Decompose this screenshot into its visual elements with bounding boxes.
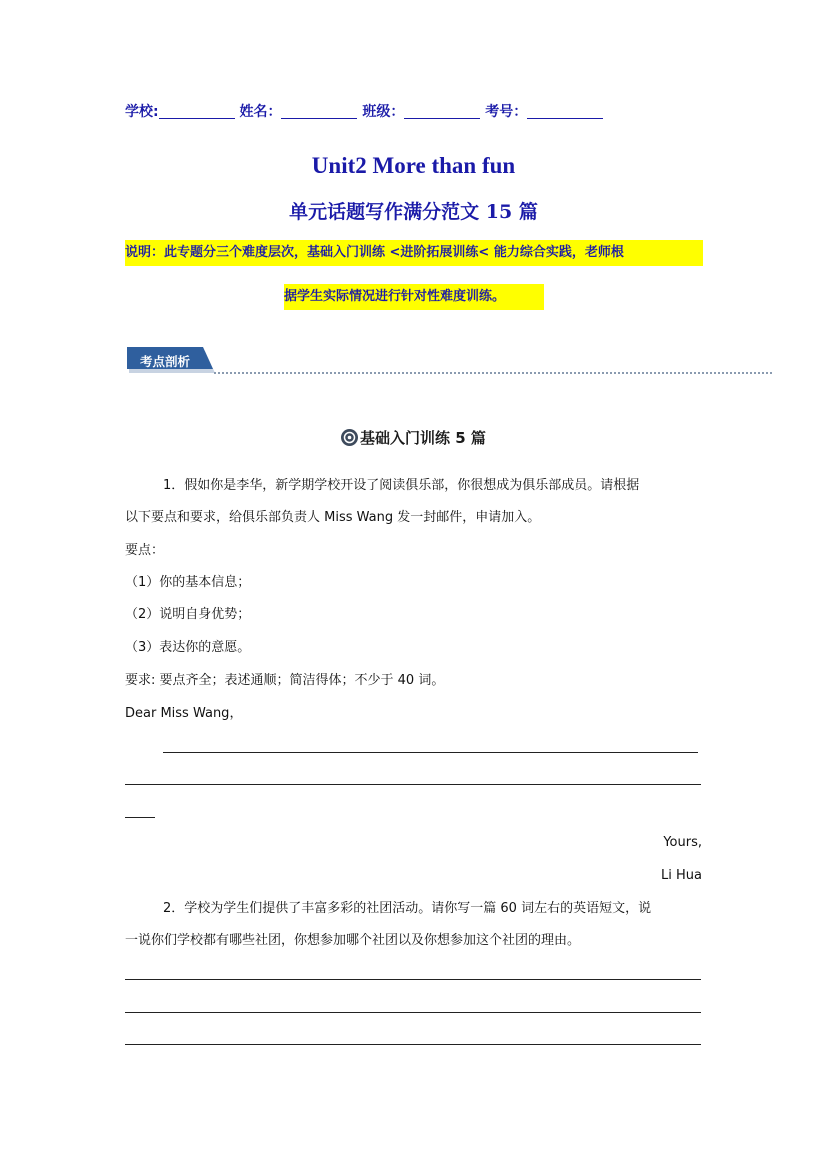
answer-line[interactable] <box>125 1044 701 1045</box>
q1-requirement: 要求: 要点齐全；表述通顺；简洁得体；不少于 40 词。 <box>125 673 445 688</box>
q2-line-1: 2．学校为学生们提供了丰富多彩的社团活动。请你写一篇 60 词左右的英语短文，说 <box>163 901 652 916</box>
note-line-2: 据学生实际情况进行针对性难度训练。 <box>284 284 544 310</box>
q2-line-2: 一说你们学校都有哪些社团，你想参加哪个社团以及你想参加这个社团的理由。 <box>125 933 581 948</box>
q1-signature: Li Hua <box>661 868 702 883</box>
q1-greeting: Dear Miss Wang， <box>125 706 243 721</box>
q1-points-label: 要点： <box>125 543 165 558</box>
page-subtitle: 单元话题写作满分范文 15 篇 <box>289 201 538 223</box>
answer-line[interactable] <box>125 1012 701 1013</box>
q1-line-2: 以下要点和要求，给俱乐部负责人 Miss Wang 发一封邮件，申请加入。 <box>125 510 541 525</box>
school-blank[interactable] <box>159 104 235 119</box>
answer-line[interactable] <box>125 784 701 785</box>
q1-line-1: 1．假如你是李华，新学期学校开设了阅读俱乐部，你很想成为俱乐部成员。请根据 <box>163 478 640 493</box>
exam-no-blank[interactable] <box>527 104 603 119</box>
q1-closing: Yours, <box>663 835 702 850</box>
answer-line[interactable] <box>163 752 698 753</box>
q1-point-3: （3）表达你的意愿。 <box>125 640 251 655</box>
section-title: 基础入门训练 5 篇 <box>360 429 486 447</box>
answer-line[interactable] <box>125 817 155 818</box>
note-line-1: 说明：此专题分三个难度层次，基础入门训练 <进阶拓展训练< 能力综合实践，老师根 <box>125 240 703 266</box>
q1-point-2: （2）说明自身优势； <box>125 607 251 622</box>
school-label: 学校: <box>125 104 159 120</box>
exam-no-label: 考号： <box>485 104 528 120</box>
page-title: Unit2 More than fun <box>311 153 516 178</box>
class-label: 班级： <box>362 104 405 120</box>
name-blank[interactable] <box>281 104 357 119</box>
dotted-divider <box>214 372 772 374</box>
section-heading <box>0 427 827 448</box>
q1-point-1: （1）你的基本信息； <box>125 575 251 590</box>
banner-label: 考点剖析 <box>140 354 191 369</box>
answer-line[interactable] <box>125 979 701 980</box>
student-info-header <box>125 101 603 121</box>
section-badge-icon <box>341 429 358 446</box>
name-label: 姓名： <box>239 104 282 120</box>
class-blank[interactable] <box>404 104 480 119</box>
